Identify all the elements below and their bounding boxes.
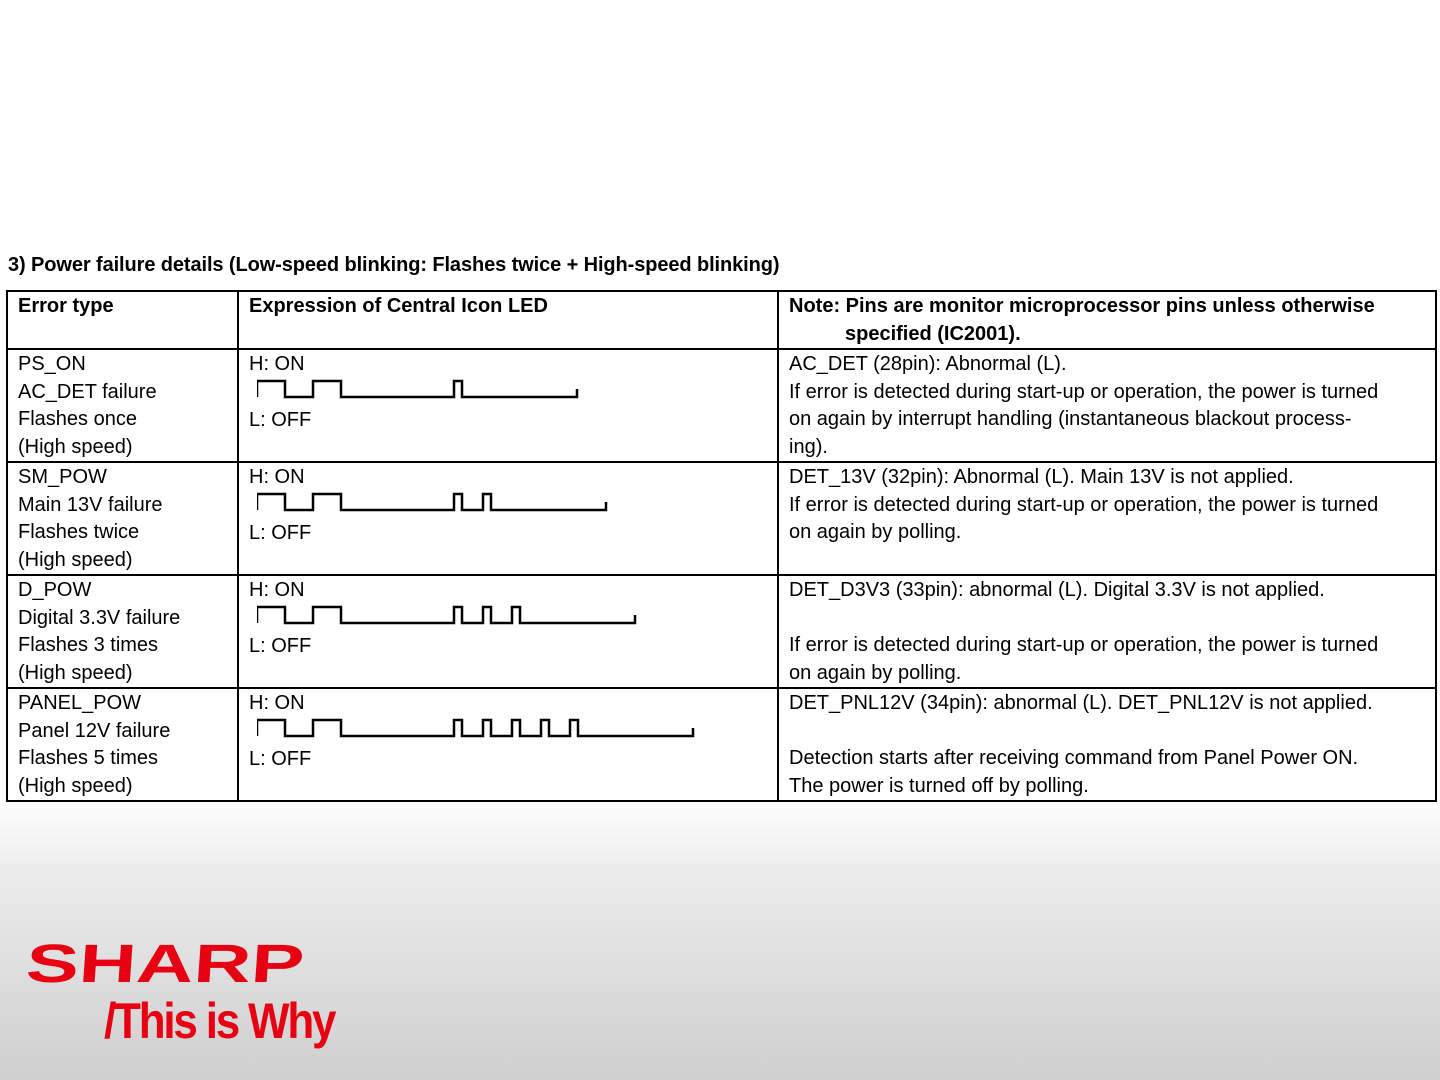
table-row [7,349,1436,462]
error-table [6,290,1437,802]
wave-high-label: H: ON [249,353,305,375]
note-line: If error is detected during start-up or operation, the power is turned [789,634,1379,656]
note-spacer [789,718,1425,746]
note-line: ing). [789,435,828,458]
note-cell [778,688,1436,801]
waveform-line [257,607,635,623]
error-code: SM_POW [18,466,107,488]
error-code: PS_ON [18,353,86,375]
header-error-type: Error type [7,291,238,349]
led-waveform [257,716,717,740]
error-name: Main 13V failure [18,493,163,516]
note-line: The power is turned off by polling. [789,774,1089,797]
led-expression-cell [238,349,778,462]
error-code: PANEL_POW [18,692,141,714]
note-line: DET_D3V3 (33pin): abnormal (L). Digital 3.3V is not applied. [789,579,1325,601]
waveform-line [257,494,606,510]
led-waveform [257,490,717,514]
header-expression: Expression of Central Icon LED [238,291,778,349]
wave-high-label: H: ON [249,466,305,488]
sharp-logo [28,938,318,993]
note-spacer [789,605,1425,633]
section-title: 3) Power failure details (Low-speed blinking: Flashes twice + High-speed blinking) [8,254,780,276]
error-type-cell [7,462,238,575]
error-type-cell [7,688,238,801]
table-row [7,688,1436,801]
header-note-line1: Note: Pins are monitor microprocessor pins unless otherwise [789,295,1375,317]
wave-low-label: L: OFF [249,635,312,657]
error-name: Panel 12V failure [18,719,171,742]
note-cell [778,462,1436,575]
error-name: AC_DET failure [18,380,157,403]
led-expression-cell [238,688,778,801]
note-line: Detection starts after receiving command from Panel Power ON. [789,747,1359,769]
flash-speed: (High speed) [18,774,133,797]
svg-text:SHARP: SHARP [28,938,218,988]
note-cell [778,349,1436,462]
note-line: DET_13V (32pin): Abnormal (L). Main 13V is not applied. [789,466,1294,488]
header-note [778,291,1436,349]
flash-count: Flashes once [18,408,137,430]
led-expression-cell [238,462,778,575]
error-type-cell [7,349,238,462]
note-line: DET_PNL12V (34pin): abnormal (L). DET_PNL12V is not applied. [789,692,1373,714]
led-waveform [257,603,717,627]
table-row [7,462,1436,575]
table-header-row [7,291,1436,349]
flash-speed: (High speed) [18,661,133,684]
wave-low-label: L: OFF [249,522,312,544]
brand-slogan: /This is Why [104,993,335,1049]
wave-low-label: L: OFF [249,409,312,431]
wave-high-label: H: ON [249,692,305,714]
note-line: on again by polling. [789,521,962,543]
note-line: on again by interrupt handling (instantaneous blackout process- [789,408,1352,430]
error-name: Digital 3.3V failure [18,606,181,629]
note-line: on again by polling. [789,661,962,684]
wave-high-label: H: ON [249,579,305,601]
waveform-line [257,720,693,736]
error-code: D_POW [18,579,92,601]
waveform-line [257,381,577,397]
table-row [7,575,1436,688]
led-waveform [257,377,717,401]
led-expression-cell [238,575,778,688]
flash-speed: (High speed) [18,548,133,571]
sharp-logo-mark [28,938,318,988]
note-line: If error is detected during start-up or operation, the power is turned [789,493,1379,516]
note-line: If error is detected during start-up or operation, the power is turned [789,380,1379,403]
note-line: AC_DET (28pin): Abnormal (L). [789,353,1067,375]
flash-count: Flashes 5 times [18,747,159,769]
flash-count: Flashes 3 times [18,634,159,656]
wave-low-label: L: OFF [249,748,312,770]
header-note-line2: specified (IC2001). [845,322,1021,345]
flash-speed: (High speed) [18,435,133,458]
error-type-cell [7,575,238,688]
flash-count: Flashes twice [18,521,140,543]
note-cell [778,575,1436,688]
